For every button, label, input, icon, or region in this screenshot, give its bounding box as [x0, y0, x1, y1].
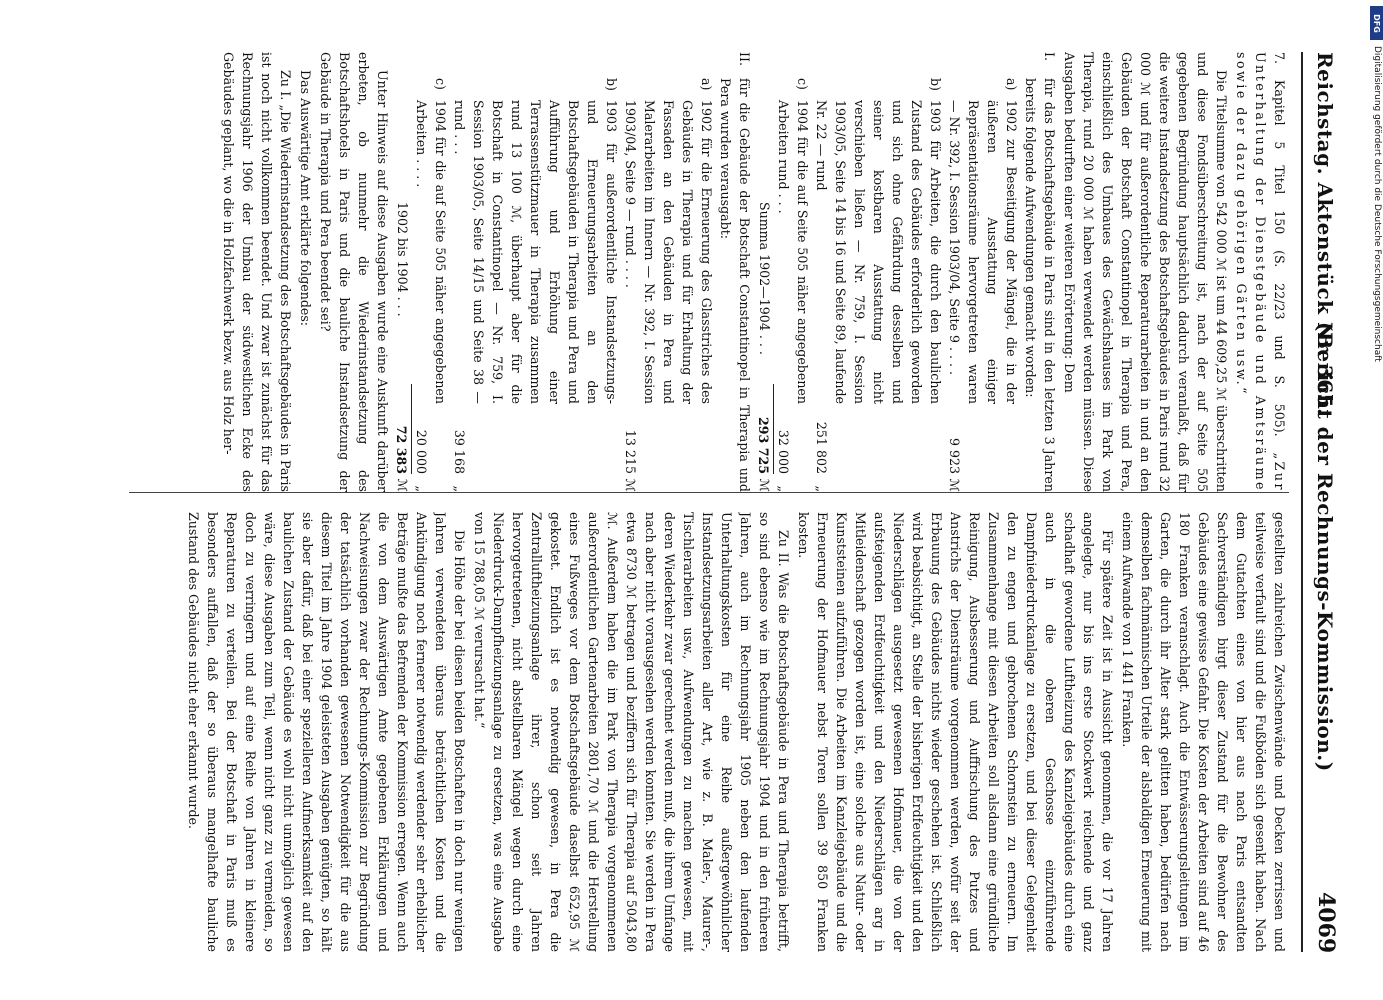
item-IIa-text: 1902 für die Erneuerung des Glasstriches des Gebäudes in Therapia und für Erhaltung der Fassaden an den Gebäuden in Pera und Malerarbeiten im Innern — Nr. 392, I. Session 1903/04, Seite 9 — rund . . . .	[623, 100, 714, 404]
item-Ia-text: 1902 zur Beseitigung der Mängel, die in der äußeren Ausstattung einiger Repräsentationsräume hervorgetreten waren — Nr. 392, I. Session 1903/04, Seite 9 . . . .	[947, 100, 1019, 404]
item-Ic-label: c)	[795, 78, 810, 90]
sum-I-label: Summa 1902—1904 . . .	[757, 202, 772, 355]
item-IIb-amount: 39 168	[452, 429, 467, 474]
document-page	[95, 22, 1345, 982]
funding-note: Digitalisierung gefördert durch die Deutsche Forschungsgemeinschaft	[1372, 46, 1382, 362]
item-I-label: I.	[1042, 52, 1057, 61]
paragraph-hoehe: Die Höhe der bei diesen beiden Botschaften in doch nur wenigen Jahren verwendeten überaus beträchtlichen Kosten und die Ankündigung noch fernerer notwendig werdender sehr erheblicher Beträge mußte das Befremden der Kommission erregen. Wenn auch die von dem Auswärtigen Amte gegebenen Erklärungen und Nachweisungen zwar der Rechnungs-Kommission zur Begründung der tatsächlich vorhanden gewesenen Notwendigkeit für die aus diesem Titel im Jahre 1904 geleisteten Ausgaben genügten, so hält sie aber dafür, daß bei einer spezielleren Aufmerksamkeit auf den baulichen Zustand der Gebäude es wohl nicht unmöglich gewesen wäre, diese Ausgaben zum Teil, wenn nicht ganz zu vermeiden, so doch zu verringern und auf eine Reihe von Jahren in kleinere Reparaturen zu verteilen. Bei der Botschaft in Paris muß es besonders auffallen, daß der so überaus mangelhafte bauliche Zustand des Gebäudes nicht eher erkannt wurde.	[186, 512, 467, 952]
dfg-logo	[1370, 6, 1383, 40]
kapitel-title: „Zur Unterhaltung der Dienstgebäude und Amtsräume sowie der dazu gehörigen Gärten usw.“	[1234, 52, 1287, 492]
paragraph-spaetere-zeit: Für spätere Zeit ist in Aussicht genommen, die vor 17 Jahren angelegte, nur bis ins erste Stockwerk reichende und ganz schadhaft gewordene Luftheizung des Kanzleigebäudes durch eine auch in die oberen Geschosse einzuführende Dampfniederdruckanlage zu ersetzen, und bei dieser Gelegenheit den zu engen und gebrochenen Schornstein zu erneuern. Im Zusammenhange mit diesen Arbeiten soll alsdann eine gründliche Reinigung, Ausbesserung und Auffrischung des Putzes und Anstrichs der Diensträume vorgenommen werden, wofür seit der Erbauung des Gebäudes nichts wieder geschehen ist. Schließlich wird beabsichtigt, an Stelle der bisherigen Erdfeuchtigkeit und den Niederschlägen ausgesetzt gewesenen Hofmauer, die von der aufsteigenden Erdfeuchtigkeit und den Niederschlägen arg in Mitleidenschaft gezogen worden ist, eine solche aus Natur- oder Kunststeinen aufzuführen. Die Arbeiten im Kanzleigebäude und die Erneuerung der Hofmauer nebst Toren sollen 39 850 Franken kosten.	[796, 512, 1115, 952]
item-I	[1021, 52, 1059, 492]
item-IIb-label: b)	[604, 78, 619, 91]
sum-II-label: 1902 bis 1904 . . .	[395, 202, 410, 317]
paragraph-hinweis: Unter Hinweis auf diese Ausgaben wurde eine Auskunft darüber erbeten, ob nunmehr die Wiederinstandsetzung des Botschaftshotels in Paris und die bauliche Instandsetzung der Gebäude in Therapia und Pera beendet sei?	[318, 52, 390, 492]
unit-mark: ℳ	[623, 478, 638, 492]
item-II-text: für die Gebäude der Botschaft Constantinopel in Therapia und Pera wurden verausgabt:	[718, 78, 752, 492]
unit-mark: ℳ	[395, 478, 410, 492]
item-II	[716, 52, 754, 492]
ditto-mark: „	[776, 485, 791, 492]
item-Ic	[774, 52, 812, 492]
paragraph-kapitel	[1232, 52, 1289, 492]
item-Ib-amount: 251 802	[814, 421, 829, 474]
item-IIa	[621, 52, 716, 492]
ditto-mark: „	[814, 485, 829, 492]
paragraph-auswaertiges-amt: Das Auswärtige Amt erklärte folgendes:	[298, 70, 313, 327]
item-Ia	[945, 52, 1021, 492]
right-column	[119, 512, 1289, 952]
page-header	[1297, 22, 1345, 982]
paragraph-titelsumme: Die Titelsumme von 542 000 ℳ ist um 44 609,25 ℳ überschritten und diese Fondsüberschreitung ist, nach der auf Seite 505 gegebenen Begründung hauptsächlich dadurch veranlaßt, daß für die weitere Instandsetzung des Botschaftsgebäudes in Paris rund 32 000 ℳ und für außerordentliche Reparaturarbeiten in und an den Gebäuden der Botschaft Constantinopel in Therapia und Pera, einschließlich des Umbaues des Gewächshauses im Park von Therapia, rund 20 000 ℳ haben verwendet werden müssen. Diese Ausgaben bedurften einer weiteren Erörterung: Dem	[1062, 52, 1229, 492]
page-number: 4069	[1313, 892, 1339, 954]
kapitel-ref: 7. Kapitel 5 Titel 150 (S. 22/23 und S. 505).	[1272, 52, 1287, 453]
unit-mark: ℳ	[757, 478, 772, 492]
item-IIa-amount: 13 215	[623, 429, 638, 474]
sum-I	[754, 52, 774, 492]
dfg-logo-text: DFG	[1372, 13, 1382, 33]
item-Ib-label: b)	[928, 78, 943, 91]
item-IIc	[412, 52, 450, 492]
ditto-mark: „	[414, 485, 429, 492]
sum-II	[392, 52, 412, 492]
digitization-sidebar	[1370, 0, 1383, 1000]
unit-mark: ℳ	[947, 478, 962, 492]
item-Ia-amount: 9 923	[947, 437, 962, 474]
header-title: Reichstag. Aktenstück Nr. 365.	[1313, 52, 1337, 416]
paragraph-continuation: gestellten zahlreichen Zwischenwände und Decken zerrissen und teilweise verfault sind und die Fußböden sich gesenkt haben. Nach dem Gutachten eines von hier aus nach Paris entsandten Sachverständigen birgt dieser Zustand für die Bewohner des Gebäudes eine gewisse Gefahr. Die Kosten der Arbeiten sind auf 46 180 Franken veranschlagt. Auch die Entwässerungsleitungen im Garten, die durch ihr Alter stark gelitten haben, bedürfen nach demselben fachmännischen Urteile der alsbaldigen Erneuerung mit einem Aufwande von 1 441 Franken.	[1120, 512, 1287, 952]
ditto-mark: „	[452, 485, 467, 492]
item-IIb	[450, 52, 621, 492]
item-Ia-label: a)	[1004, 78, 1019, 91]
column-divider	[129, 492, 1289, 493]
item-IIc-amount: 20 000	[414, 429, 429, 474]
item-IIb-text: 1903 für außerordentliche Instandsetzungs- und Erneuerungsarbeiten an den Botschaftsgebäuden in Therapia und Pera und Aufführung und Erhöhung einer Terrassenstützmauer in Therapia zusammen rund 13 100 ℳ, überhaupt aber für die Botschaft in Constantinopel — Nr. 759, I. Session 1903/05, Seite 14/15 und Seite 38 — rund . . .	[452, 100, 619, 404]
header-subtitle: (Bericht der Rechnungs-Kommission.)	[1313, 322, 1337, 772]
item-II-label: II.	[737, 52, 752, 66]
sum-I-amount: 293 725	[754, 384, 774, 474]
item-Ib	[812, 52, 945, 492]
item-Ic-amount: 32 000	[776, 429, 791, 474]
sum-II-amount: 72 383	[392, 384, 412, 474]
header-rule	[1301, 52, 1303, 952]
item-I-text: für das Botschaftsgebäude in Paris sind in den letzten 3 Jahren bereits folgende Aufwendungen gemacht worden:	[1023, 78, 1057, 492]
paragraph-zu-I: Zu I. „Die Wiederinstandsetzung des Botschaftsgebäudes in Paris ist noch nicht vollkommen beendet. Und zwar ist zunächst für das Rechnungsjahr 1906 der Umbau der südwestlichen Ecke des Gebäudes geplant, wo die in Holzfachwerk bezw. aus Holz her-	[221, 52, 293, 492]
item-IIc-text: 1904 für die auf Seite 505 näher angegebenen Arbeiten . . . .	[414, 100, 448, 404]
item-IIc-label: c)	[433, 78, 448, 90]
item-Ib-text: 1903 für Arbeiten, die durch den baulichen Zustand des Gebäudes erforderlich geworden und sich ohne Gefährdung desselben und seiner kostbaren Ausstattung nicht verschieben ließen — Nr. 759, I. Session 1903/05, Seite 14 bis 16 und Seite 89, laufende Nr. 22 — rund	[814, 100, 943, 404]
paragraph-zu-II: Zu II. Was die Botschaftsgebäude in Pera und Therapia betrifft, so sind ebenso wie im Rechnungsjahr 1904 und in den früheren Jahren, auch im Rechnungsjahr 1905 neben den laufenden Unterhaltungskosten für eine Reihe außergewöhnlicher Instandsetzungsarbeiten aller Art, wie z. B. Maler-, Maurer-, Tischlerarbeiten usw., Aufwendungen zu machen gewesen, mit deren Wiederkehr zwar gerechnet werden muß, die ihrem Umfange nach aber nicht vorausgesehen werden konnten. Sie werden in Pera etwa 8730 ℳ betragen und beziffern sich für Therapia auf 5043,80 ℳ. Außerdem haben die im Park von Therapia vorgenommenen außerordentlichen Gartenarbeiten 2801,70 ℳ und die Herstellung eines Fußweges vor dem Botschaftsgebäude daselbst 652,95 ℳ gekostet. Endlich ist es notwendig gewesen, in Pera die Zentralluftheizungsanlage ihrer, schon seit Jahren hervorgetretenen, nicht abstellbaren Mängel wegen durch eine Niederdruck-Dampfheizungsanlage zu ersetzen, was eine Ausgabe von 15 788,05 ℳ verursacht hat.“	[472, 512, 791, 952]
item-Ic-text: 1904 für die auf Seite 505 näher angegebenen Arbeiten rund . . .	[776, 100, 810, 404]
left-column	[119, 52, 1289, 492]
item-IIa-label: a)	[699, 78, 714, 91]
